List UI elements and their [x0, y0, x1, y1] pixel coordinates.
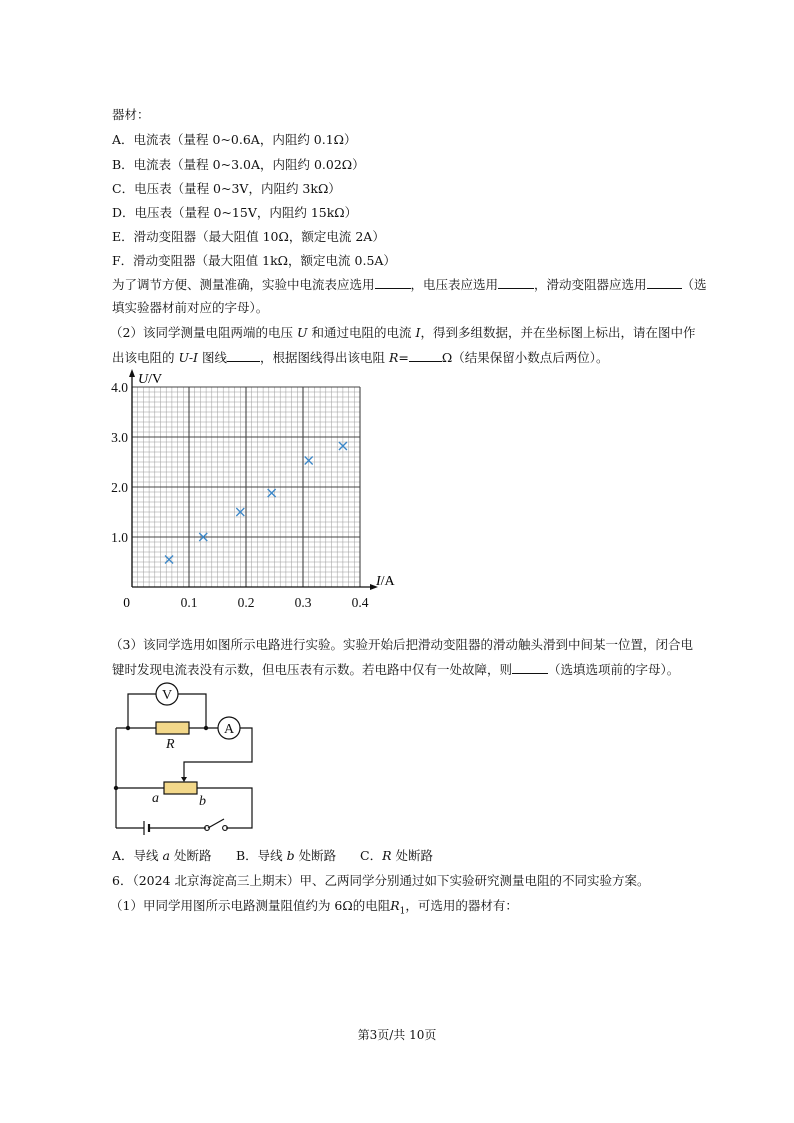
text: 键时发现电流表没有示数，但电压表有示数。若电路中仅有一处故障，则: [112, 662, 513, 677]
var: R: [382, 848, 392, 863]
end-a-label: a: [152, 791, 159, 806]
question-6-part1: [110, 898, 518, 920]
question-selection-line1: [112, 276, 707, 293]
text: 出该电阻的: [112, 350, 175, 365]
x-tick-label: 0.3: [294, 595, 312, 610]
var-u: U: [296, 325, 308, 340]
var-ui: U-I: [178, 350, 198, 365]
ui-graph: [108, 368, 408, 618]
data-points: [165, 442, 347, 564]
part2-line2: [112, 349, 609, 366]
option-b[interactable]: [236, 848, 360, 864]
voltmeter-label: V: [162, 688, 173, 703]
origin-label: 0: [123, 595, 130, 610]
end-b-label: b: [199, 794, 206, 809]
text: A．导线: [112, 848, 163, 863]
junction: [204, 726, 208, 730]
var: b: [286, 848, 295, 863]
equipment-item-c: C．电压表（量程 0~3V，内阻约 3kΩ）: [112, 181, 341, 196]
answer-blank-fault[interactable]: [512, 661, 548, 674]
text: C．: [360, 848, 383, 863]
y-tick-label: 4.0: [111, 380, 128, 395]
subscript: 1: [399, 906, 406, 917]
text: （2）该同学测量电阻两端的电压: [110, 325, 293, 340]
question-text: ，滑动变阻器应选用: [534, 277, 647, 292]
text: =: [398, 350, 409, 365]
x-tick-label: 0.4: [351, 595, 369, 610]
junction: [114, 786, 118, 790]
option-c[interactable]: [360, 848, 433, 864]
y-tick-label: 1.0: [111, 530, 128, 545]
equipment-heading: 器材：: [112, 107, 150, 122]
tick-labels: [111, 380, 369, 610]
slider-arrow-icon: [181, 777, 187, 782]
answer-blank-ui-graph[interactable]: [227, 349, 260, 362]
equipment-item-d: D．电压表（量程 0~15V，内阻约 15kΩ）: [112, 205, 358, 220]
x-tick-label: 0.1: [180, 595, 198, 610]
ammeter-label: A: [224, 722, 235, 737]
part3-line2: [112, 661, 679, 678]
y-axis-arrow-icon: [129, 369, 135, 377]
var-i: I: [415, 325, 421, 340]
text: ，得到多组数据，并在坐标图上标出，请在图中作: [420, 325, 696, 340]
text: 处断路: [294, 848, 337, 863]
answer-blank-voltmeter[interactable]: [498, 276, 534, 289]
x-axis-label: I/A: [376, 574, 395, 589]
text: （选填选项前的字母）。: [548, 662, 680, 677]
answer-blank-rheostat[interactable]: [647, 276, 682, 289]
question-text: （选: [681, 277, 707, 292]
equipment-item-f: F．滑动变阻器（最大阻值 1kΩ，额定电流 0.5A）: [112, 253, 396, 268]
answer-blank-ammeter[interactable]: [375, 276, 411, 289]
question-text: 为了调节方便、测量准确，实验中电流表应选用: [112, 277, 375, 292]
resistor-r: [156, 722, 189, 734]
text: ，可选用的器材有：: [405, 898, 518, 913]
text: ，根据图线得出该电阻: [259, 350, 385, 365]
option-a[interactable]: [112, 848, 236, 864]
equipment-item-e: E．滑动变阻器（最大阻值 10Ω，额定电流 2A）: [112, 229, 385, 244]
equipment-item-b: B．电流表（量程 0~3.0A，内阻约 0.02Ω）: [112, 157, 365, 172]
options-row: [112, 848, 433, 864]
wire: [184, 728, 252, 778]
resistor-label: R: [166, 737, 175, 752]
text: B．导线: [236, 848, 287, 863]
var-r: R: [388, 350, 399, 365]
x-tick-label: 0.2: [237, 595, 255, 610]
y-axis-label: U/V: [138, 372, 163, 387]
part3-line1: （3）该同学选用如图所示电路进行实验。实验开始后把滑动变阻器的滑动触头滑到中间某一位置，闭合电: [110, 637, 693, 652]
circuit-diagram: [108, 680, 268, 840]
page-footer: 第3页/共 10页: [357, 1028, 437, 1042]
question-selection-line2: 填实验器材前对应的字母）。: [112, 300, 269, 315]
text: 图线: [201, 350, 227, 365]
text: 和通过电阻的电流: [311, 325, 412, 340]
text: 处断路: [391, 848, 433, 863]
var-r1: R: [390, 898, 400, 913]
question-text: ，电压表应选用: [410, 277, 499, 292]
part2-line1: [110, 325, 695, 341]
equipment-item-a: A．电流表（量程 0~0.6A，内阻约 0.1Ω）: [112, 132, 357, 147]
rheostat: [164, 782, 197, 794]
switch-icon: [208, 819, 224, 828]
text: 处断路: [169, 848, 212, 863]
wire: [128, 694, 156, 728]
text: Ω（结果保留小数点后两位）。: [441, 350, 609, 365]
answer-blank-resistance[interactable]: [409, 349, 442, 362]
y-tick-label: 2.0: [111, 480, 128, 495]
text: （1）甲同学用图所示电路测量阻值约为 6Ω的电阻: [110, 898, 391, 913]
y-tick-label: 3.0: [111, 430, 128, 445]
var: a: [162, 848, 170, 863]
question-6: 6．（2024 北京海淀高三上期末）甲、乙两同学分别通过如下实验研究测量电阻的不同实验方案。: [112, 873, 650, 888]
junction: [126, 726, 130, 730]
